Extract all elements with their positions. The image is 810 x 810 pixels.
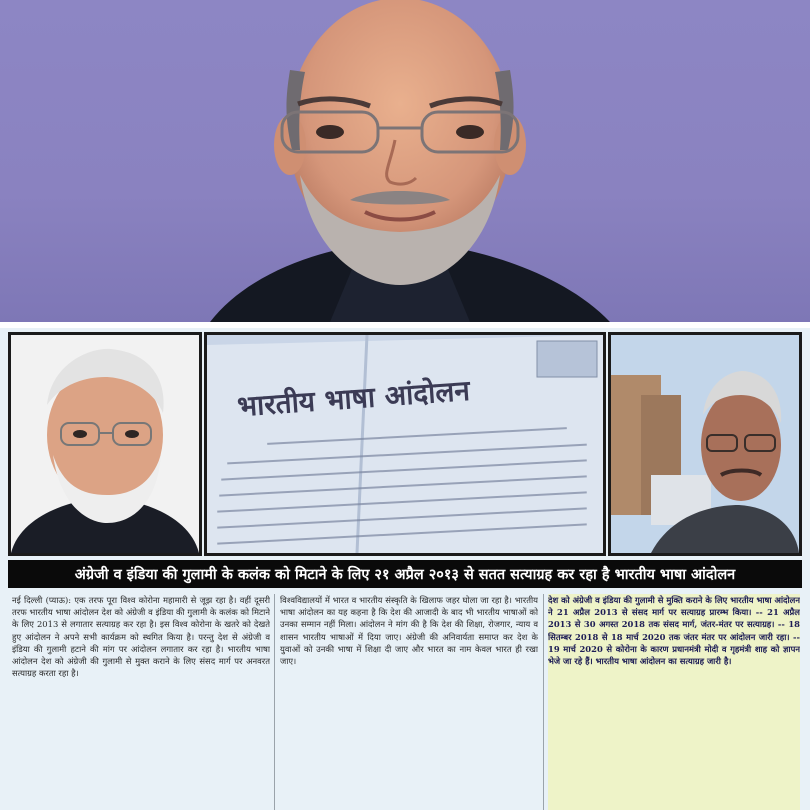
column-text: नई दिल्ली (प्याऊ): एक तरफ पूरा विश्व कोरोना महामारी से जूझ रहा है। वहीं दूसरी तरफ भारतीय भाषा आंदोलन देश को अंग्रेजी व इंडिया की गुलामी के कलंक को मिटाने के लिए 2013 से लगातार सत्याग्रह कर रहा है। इस विश्व कोरोना के खतरे को देखते हुए आंदोलन ने अपने सभी कार्यक्रम को स्थगित किया है। परन्तु देश से अंग्रेजी व इंडिया की गुलामी हटाने की मांग पर आंदोलन लगातार कर रहा है। भारतीय भाषा आंदोलन देश को अंग्रेजी की गुलामी से मुक्त कराने के लिए संसद मार्ग पर अनवरत सत्याग्रह करता रहा है। xyxy=(12,595,270,679)
article-columns xyxy=(8,594,802,810)
column-divider xyxy=(274,594,275,810)
document-title: भारतीय भाषा आंदोलन xyxy=(236,373,471,424)
article-column-1 xyxy=(12,594,270,810)
portrait-illustration xyxy=(0,0,810,322)
column-text: देश को अंग्रेजी व इंडिया की गुलामी से मुक्ति कराने के लिए भारतीय भाषा आंदोलन ने 21 अप्रैल 2013 से संसद मार्ग पर सत्याग्रह प्रारम्भ किया। -- 21 अप्रैल 2013 से 30 अगस्त 2018 तक संसद मार्ग, जंतर-मंतर पर सत्याग्रह। -- 18 सितम्बर 2018 से 18 मार्च 2020 तक जंतर मंतर पर आंदोलन जारी रहा। -- 19 मार्च 2020 से कोरोना के कारण प्रधानमंत्री मोदी व गृहमंत्री शाह को ज्ञापन भेजे जा रहे हैं। भारतीय भाषा आंदोलन का सत्याग्रह जारी है। xyxy=(548,595,800,667)
headline-bar xyxy=(8,560,802,588)
column-text: विश्वविद्यालयों में भारत व भारतीय संस्कृति के खिलाफ जहर घोला जा रहा है। भारतीय भाषा आंदोलन का यह कहना है कि देश की आजादी के बाद भी भारतीय भाषाओं को उनका सम्मान नहीं मिला। आंदोलन ने मांग की है कि देश की शिक्षा, रोजगार, न्याय व शासन भारतीय भाषाओं में दिया जाए। अंग्रेजी की अनिवार्यता समाप्त कर देश के युवाओं को उनकी भाषा में शिक्षा दी जाए और भारत का नाम केवल भारत ही रखा जाए। xyxy=(280,595,538,667)
photo-row xyxy=(8,332,802,558)
column-divider xyxy=(543,594,544,810)
right-portrait-photo xyxy=(608,332,802,556)
article-column-2 xyxy=(280,594,538,810)
left-portrait-illustration xyxy=(11,335,199,553)
left-portrait-photo xyxy=(8,332,202,556)
newspaper-clipping xyxy=(0,328,810,810)
document-photo xyxy=(204,332,606,556)
portrait-photo xyxy=(0,0,810,322)
article-column-3 xyxy=(548,594,800,810)
headline: अंग्रेजी व इंडिया की गुलामी के कलंक को मिटाने के लिए २१ अप्रैल २०१३ से सतत सत्याग्रह कर रहा है भारतीय भाषा आंदोलन xyxy=(74,566,736,583)
right-portrait-illustration xyxy=(611,335,799,553)
